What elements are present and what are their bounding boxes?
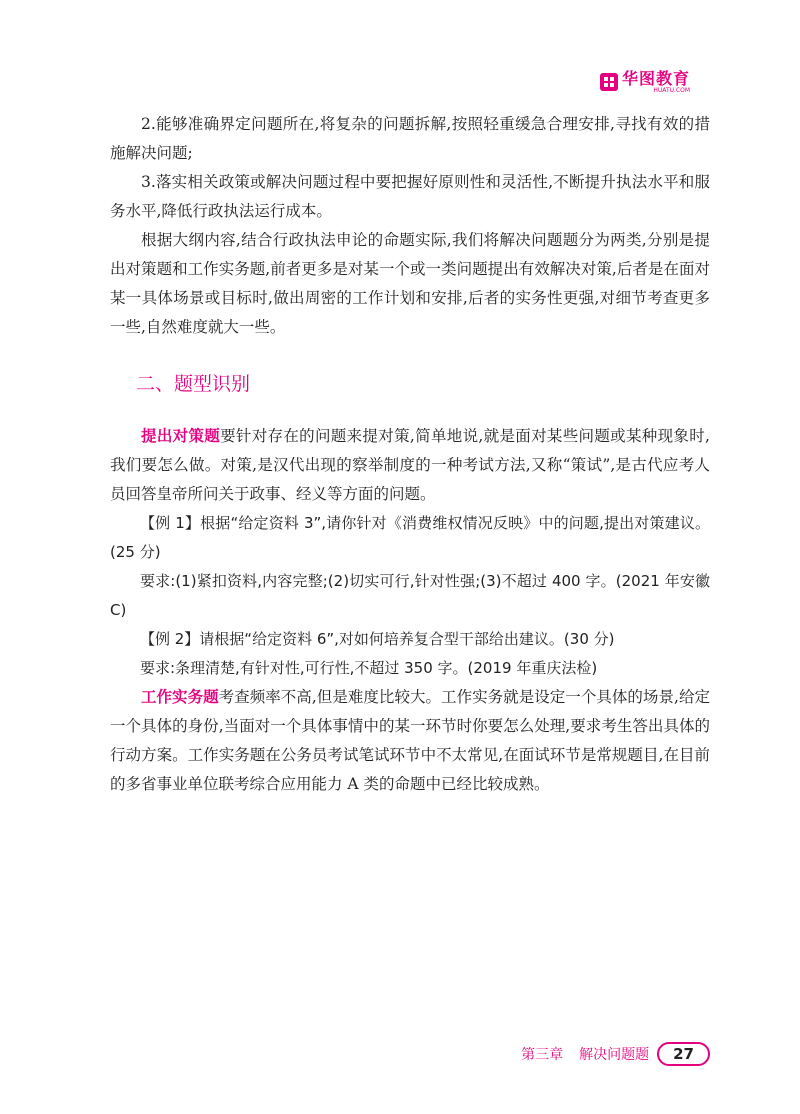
example-1: 【例 1】根据“给定资料 3”,请你针对《消费维权情况反映》中的问题,提出对策建议。(25 分) — [110, 514, 710, 561]
footer-title: 解决问题题 — [579, 1047, 650, 1063]
logo-domain: HUATU.COM — [653, 86, 691, 94]
term-shiwu: 工作实务题 — [141, 688, 219, 706]
huatu-logo — [600, 64, 772, 100]
page-footer — [521, 1042, 710, 1066]
term-duice: 提出对策题 — [141, 427, 221, 445]
paragraph-classification: 根据大纲内容,结合行政执法申论的命题实际,我们将解决问题题分为两类,分别是提出对策题和工作实务题,前者更多是对某一个或一类问题提出有效解决对策,后者是在面对某一具体场景或目标时,做出周密的工作计划和安排,后者的实务性更强,对细节考查更多一些,自然难度就大一些。 — [110, 231, 710, 336]
huatu-logo-icon — [600, 73, 618, 91]
paragraph-point-2: 2.能够准确界定问题所在,将复杂的问题拆解,按照轻重缓急合理安排,寻找有效的措施解决问题; — [110, 115, 710, 162]
section-heading: 二、题型识别 — [136, 373, 251, 395]
logo-text: 华图教育 — [622, 68, 691, 88]
shiwu-description: 考查频率不高,但是难度比较大。工作实务就是设定一个具体的场景,给定一个具体的身份,当面对一个具体事情中的某一环节时你要怎么处理,要求考生答出具体的行动方案。工作实务题在公务员考试笔试环节中不太常见,在面试环节是常规题目,在目前的多省事业单位联考综合应用能力 A 类的命题中已经比较成熟。 — [110, 688, 710, 793]
paragraph-duice-intro — [110, 422, 710, 509]
paragraph-shiwu-intro — [110, 683, 710, 799]
page-content — [110, 110, 710, 799]
example-1-requirements: 要求:(1)紧扣资料,内容完整;(2)切实可行,针对性强;(3)不超过 400 字。(2021 年安徽 C) — [110, 572, 710, 619]
footer-chapter: 第三章 — [521, 1047, 564, 1063]
page-number: 27 — [657, 1042, 710, 1066]
duice-description: 要针对存在的问题来提对策,简单地说,就是面对某些问题或某种现象时,我们要怎么做。对策,是汉代出现的察举制度的一种考试方法,又称“策试”,是古代应考人员回答皇帝所问关于政事、经义等方面的问题。 — [110, 427, 710, 503]
example-2: 【例 2】请根据“给定资料 6”,对如何培养复合型干部给出建议。(30 分) — [140, 630, 615, 648]
paragraph-point-3: 3.落实相关政策或解决问题过程中要把握好原则性和灵活性,不断提升执法水平和服务水平,降低行政执法运行成本。 — [110, 173, 710, 220]
example-2-requirements: 要求:条理清楚,有针对性,可行性,不超过 350 字。(2019 年重庆法检) — [140, 659, 598, 677]
